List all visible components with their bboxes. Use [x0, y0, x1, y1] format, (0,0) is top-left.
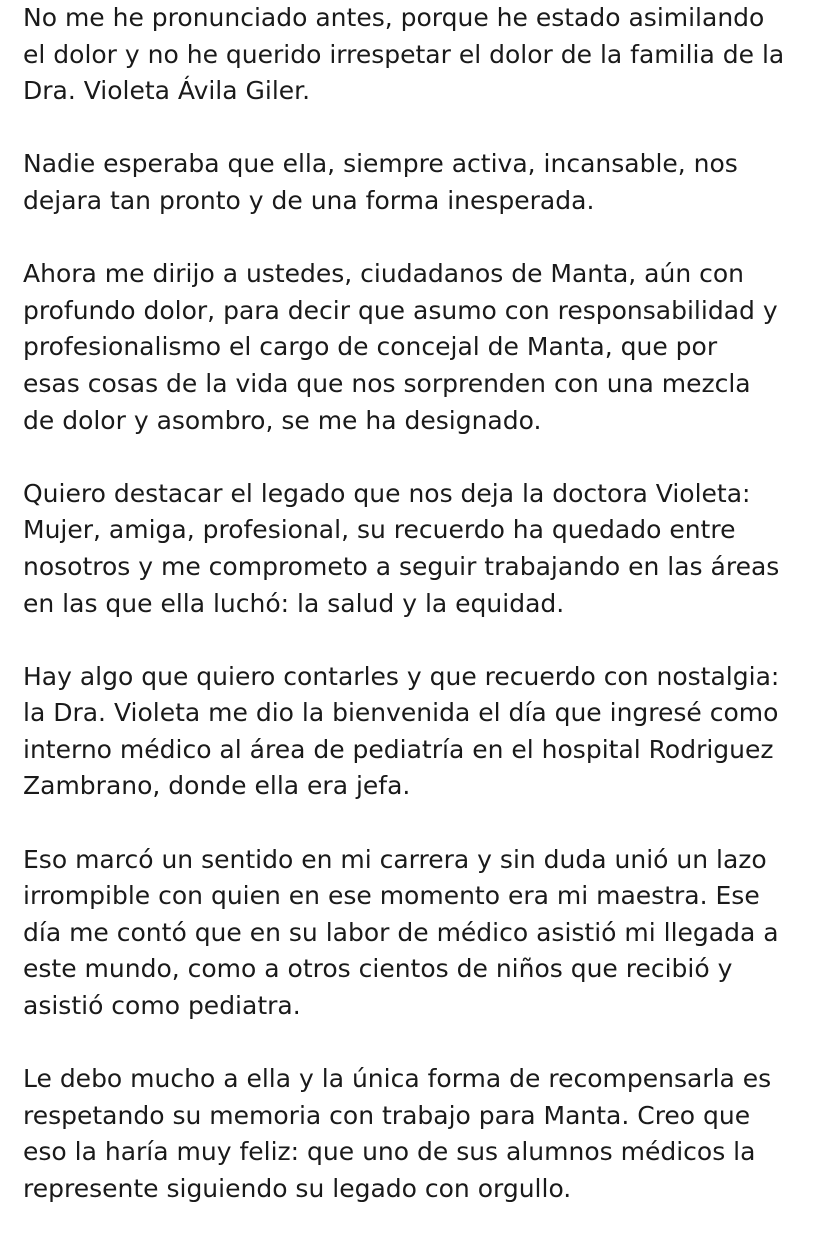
- text-line: Mujer, amiga, profesional, su recuerdo ha quedado entre: [23, 515, 736, 545]
- text-line: Le debo mucho a ella y la única forma de recompensarla es: [23, 1064, 772, 1094]
- paragraph: [23, 476, 828, 622]
- text-line: eso la haría muy feliz: que uno de sus alumnos médicos la: [23, 1137, 756, 1167]
- text-line: esas cosas de la vida que nos sorprenden con una mezcla: [23, 368, 751, 398]
- text-line: Nadie esperaba que ella, siempre activa, incansable, nos: [23, 149, 738, 179]
- text-line: Eso marcó un sentido en mi carrera y sin duda unió un lazo: [23, 844, 767, 874]
- text-line: Dra. Violeta Ávila Giler.: [23, 76, 311, 106]
- text-line: Quiero destacar el legado que nos deja la doctora Violeta:: [23, 478, 751, 508]
- text-line: la Dra. Violeta me dio la bienvenida el día que ingresé como: [23, 698, 779, 728]
- text-line: Ahora me dirijo a ustedes, ciudadanos de Manta, aún con: [23, 259, 744, 289]
- text-line: No me he pronunciado antes, porque he estado asimilando: [23, 3, 765, 32]
- text-line: en las que ella luchó: la salud y la equidad.: [23, 588, 565, 618]
- text-line: de dolor y asombro, se me ha designado.: [23, 405, 542, 435]
- paragraph: [23, 659, 828, 805]
- text-line: dejara tan pronto y de una forma inesperada.: [23, 185, 595, 215]
- paragraph: [23, 256, 828, 439]
- paragraph: [23, 0, 828, 110]
- text-line: irrompible con quien en ese momento era mi maestra. Ese: [23, 881, 760, 911]
- paragraph: [23, 146, 828, 219]
- text-line: Zambrano, donde ella era jefa.: [23, 771, 411, 801]
- document-body: [23, 0, 828, 1244]
- text-line: interno médico al área de pediatría en el hospital Rodriguez: [23, 734, 774, 764]
- text-line: profundo dolor, para decir que asumo con responsabilidad y: [23, 295, 778, 325]
- text-line: respetando su memoria con trabajo para Manta. Creo que: [23, 1100, 751, 1130]
- text-line: asistió como pediatra.: [23, 991, 301, 1021]
- text-line: el dolor y no he querido irrespetar el dolor de la familia de la: [23, 39, 785, 69]
- text-line: día me contó que en su labor de médico asistió mi llegada a: [23, 917, 779, 947]
- text-line: nosotros y me comprometo a seguir trabajando en las áreas: [23, 551, 780, 581]
- text-line: Hay algo que quiero contarles y que recuerdo con nostalgia:: [23, 661, 780, 691]
- text-line: profesionalismo el cargo de concejal de Manta, que por: [23, 332, 718, 362]
- text-line: represente siguiendo su legado con orgullo.: [23, 1174, 572, 1203]
- paragraph: [23, 842, 828, 1025]
- paragraph: [23, 1061, 828, 1207]
- text-line: este mundo, como a otros cientos de niños que recibió y: [23, 954, 733, 984]
